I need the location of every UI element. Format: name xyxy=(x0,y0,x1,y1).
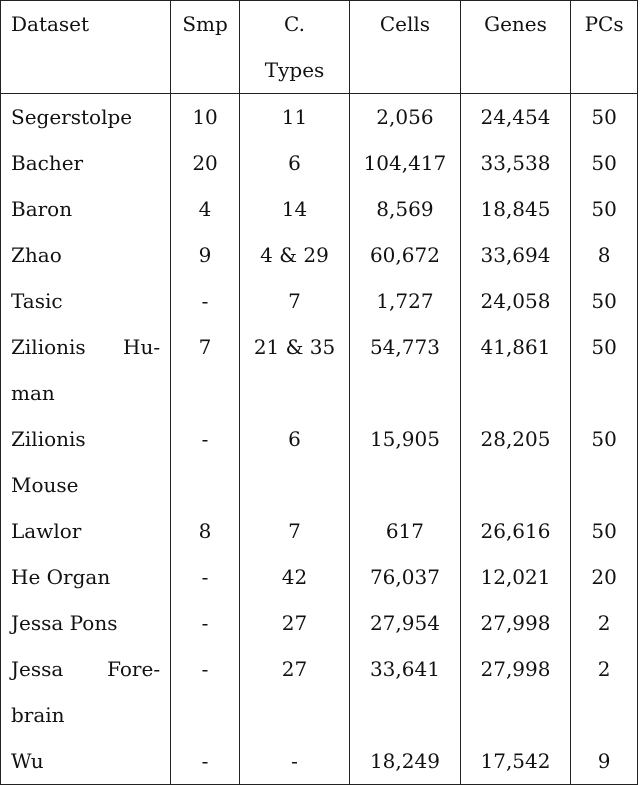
cell-smp: 4 xyxy=(171,186,240,232)
cell-ctypes: 27 xyxy=(240,600,350,646)
table-row xyxy=(1,738,638,785)
cell-smp: - xyxy=(171,646,240,738)
cell-pcs: 50 xyxy=(571,278,638,324)
cell-smp: 10 xyxy=(171,94,240,141)
cell-pcs: 9 xyxy=(571,738,638,785)
dataset-line2: Mouse xyxy=(11,473,79,497)
cell-ctypes: - xyxy=(240,738,350,785)
cell-genes: 18,845 xyxy=(460,186,570,232)
cell-cells: 60,672 xyxy=(350,232,461,278)
cell-smp: 20 xyxy=(171,140,240,186)
cell-genes: 41,861 xyxy=(460,324,570,416)
cell-genes: 33,694 xyxy=(460,232,570,278)
table-row xyxy=(1,94,638,141)
cell-cells: 15,905 xyxy=(350,416,461,508)
cell-dataset: Tasic xyxy=(1,278,171,324)
cell-genes: 24,058 xyxy=(460,278,570,324)
cell-ctypes: 7 xyxy=(240,278,350,324)
cell-genes: 27,998 xyxy=(460,600,570,646)
cell-dataset: Lawlor xyxy=(1,508,171,554)
cell-ctypes: 21 & 35 xyxy=(240,324,350,416)
cell-dataset xyxy=(1,416,171,508)
cell-pcs: 50 xyxy=(571,94,638,141)
header-smp: Smp xyxy=(171,1,240,94)
cell-cells: 8,569 xyxy=(350,186,461,232)
dataset-line2: man xyxy=(11,381,55,405)
cell-pcs: 2 xyxy=(571,646,638,738)
cell-ctypes: 6 xyxy=(240,140,350,186)
cell-pcs: 50 xyxy=(571,324,638,416)
cell-smp: 9 xyxy=(171,232,240,278)
dataset-word: Zilionis xyxy=(11,335,86,359)
cell-dataset xyxy=(1,646,171,738)
header-cell-types xyxy=(240,1,350,94)
cell-dataset: He Organ xyxy=(1,554,171,600)
cell-smp: 8 xyxy=(171,508,240,554)
cell-cells: 617 xyxy=(350,508,461,554)
cell-ctypes: 6 xyxy=(240,416,350,508)
cell-ctypes: 4 & 29 xyxy=(240,232,350,278)
table-row xyxy=(1,324,638,416)
cell-pcs: 50 xyxy=(571,508,638,554)
cell-ctypes: 42 xyxy=(240,554,350,600)
cell-cells: 104,417 xyxy=(350,140,461,186)
cell-dataset: Jessa Pons xyxy=(1,600,171,646)
dataset-line1 xyxy=(11,646,160,692)
cell-cells: 1,727 xyxy=(350,278,461,324)
cell-genes: 26,616 xyxy=(460,508,570,554)
cell-pcs: 50 xyxy=(571,186,638,232)
table-row xyxy=(1,646,638,738)
cell-ctypes: 11 xyxy=(240,94,350,141)
cell-genes: 24,454 xyxy=(460,94,570,141)
table-row xyxy=(1,554,638,600)
table-row xyxy=(1,232,638,278)
cell-smp: - xyxy=(171,416,240,508)
table-row xyxy=(1,186,638,232)
header-cell-types-line1: C. xyxy=(284,12,305,36)
cell-dataset: Bacher xyxy=(1,140,171,186)
cell-pcs: 2 xyxy=(571,600,638,646)
header-dataset: Dataset xyxy=(1,1,171,94)
cell-ctypes: 14 xyxy=(240,186,350,232)
cell-genes: 27,998 xyxy=(460,646,570,738)
cell-dataset: Segerstolpe xyxy=(1,94,171,141)
cell-cells: 33,641 xyxy=(350,646,461,738)
cell-dataset: Zhao xyxy=(1,232,171,278)
dataset-line1 xyxy=(11,324,160,370)
table-row xyxy=(1,600,638,646)
cell-genes: 12,021 xyxy=(460,554,570,600)
dataset-word: Hu- xyxy=(123,335,161,359)
table-row xyxy=(1,278,638,324)
cell-smp: - xyxy=(171,600,240,646)
cell-pcs: 8 xyxy=(571,232,638,278)
dataset-line1: Zilionis xyxy=(11,427,86,451)
header-cell-types-line2: Types xyxy=(264,58,325,82)
cell-smp: - xyxy=(171,738,240,785)
cell-ctypes: 7 xyxy=(240,508,350,554)
cell-dataset: Baron xyxy=(1,186,171,232)
cell-smp: - xyxy=(171,554,240,600)
cell-smp: 7 xyxy=(171,324,240,416)
dataset-word: Fore- xyxy=(107,657,161,681)
cell-cells: 27,954 xyxy=(350,600,461,646)
cell-dataset: Wu xyxy=(1,738,171,785)
table-row xyxy=(1,140,638,186)
cell-cells: 18,249 xyxy=(350,738,461,785)
header-genes: Genes xyxy=(460,1,570,94)
cell-genes: 17,542 xyxy=(460,738,570,785)
cell-dataset xyxy=(1,324,171,416)
dataset-line2: brain xyxy=(11,703,65,727)
cell-genes: 33,538 xyxy=(460,140,570,186)
cell-ctypes: 27 xyxy=(240,646,350,738)
header-cells: Cells xyxy=(350,1,461,94)
table-row xyxy=(1,508,638,554)
cell-pcs: 50 xyxy=(571,140,638,186)
cell-cells: 2,056 xyxy=(350,94,461,141)
cell-smp: - xyxy=(171,278,240,324)
cell-genes: 28,205 xyxy=(460,416,570,508)
header-pcs: PCs xyxy=(571,1,638,94)
cell-cells: 76,037 xyxy=(350,554,461,600)
dataset-word: Jessa xyxy=(11,657,64,681)
cell-pcs: 50 xyxy=(571,416,638,508)
cell-cells: 54,773 xyxy=(350,324,461,416)
cell-pcs: 20 xyxy=(571,554,638,600)
header-row xyxy=(1,1,638,94)
table-row xyxy=(1,416,638,508)
